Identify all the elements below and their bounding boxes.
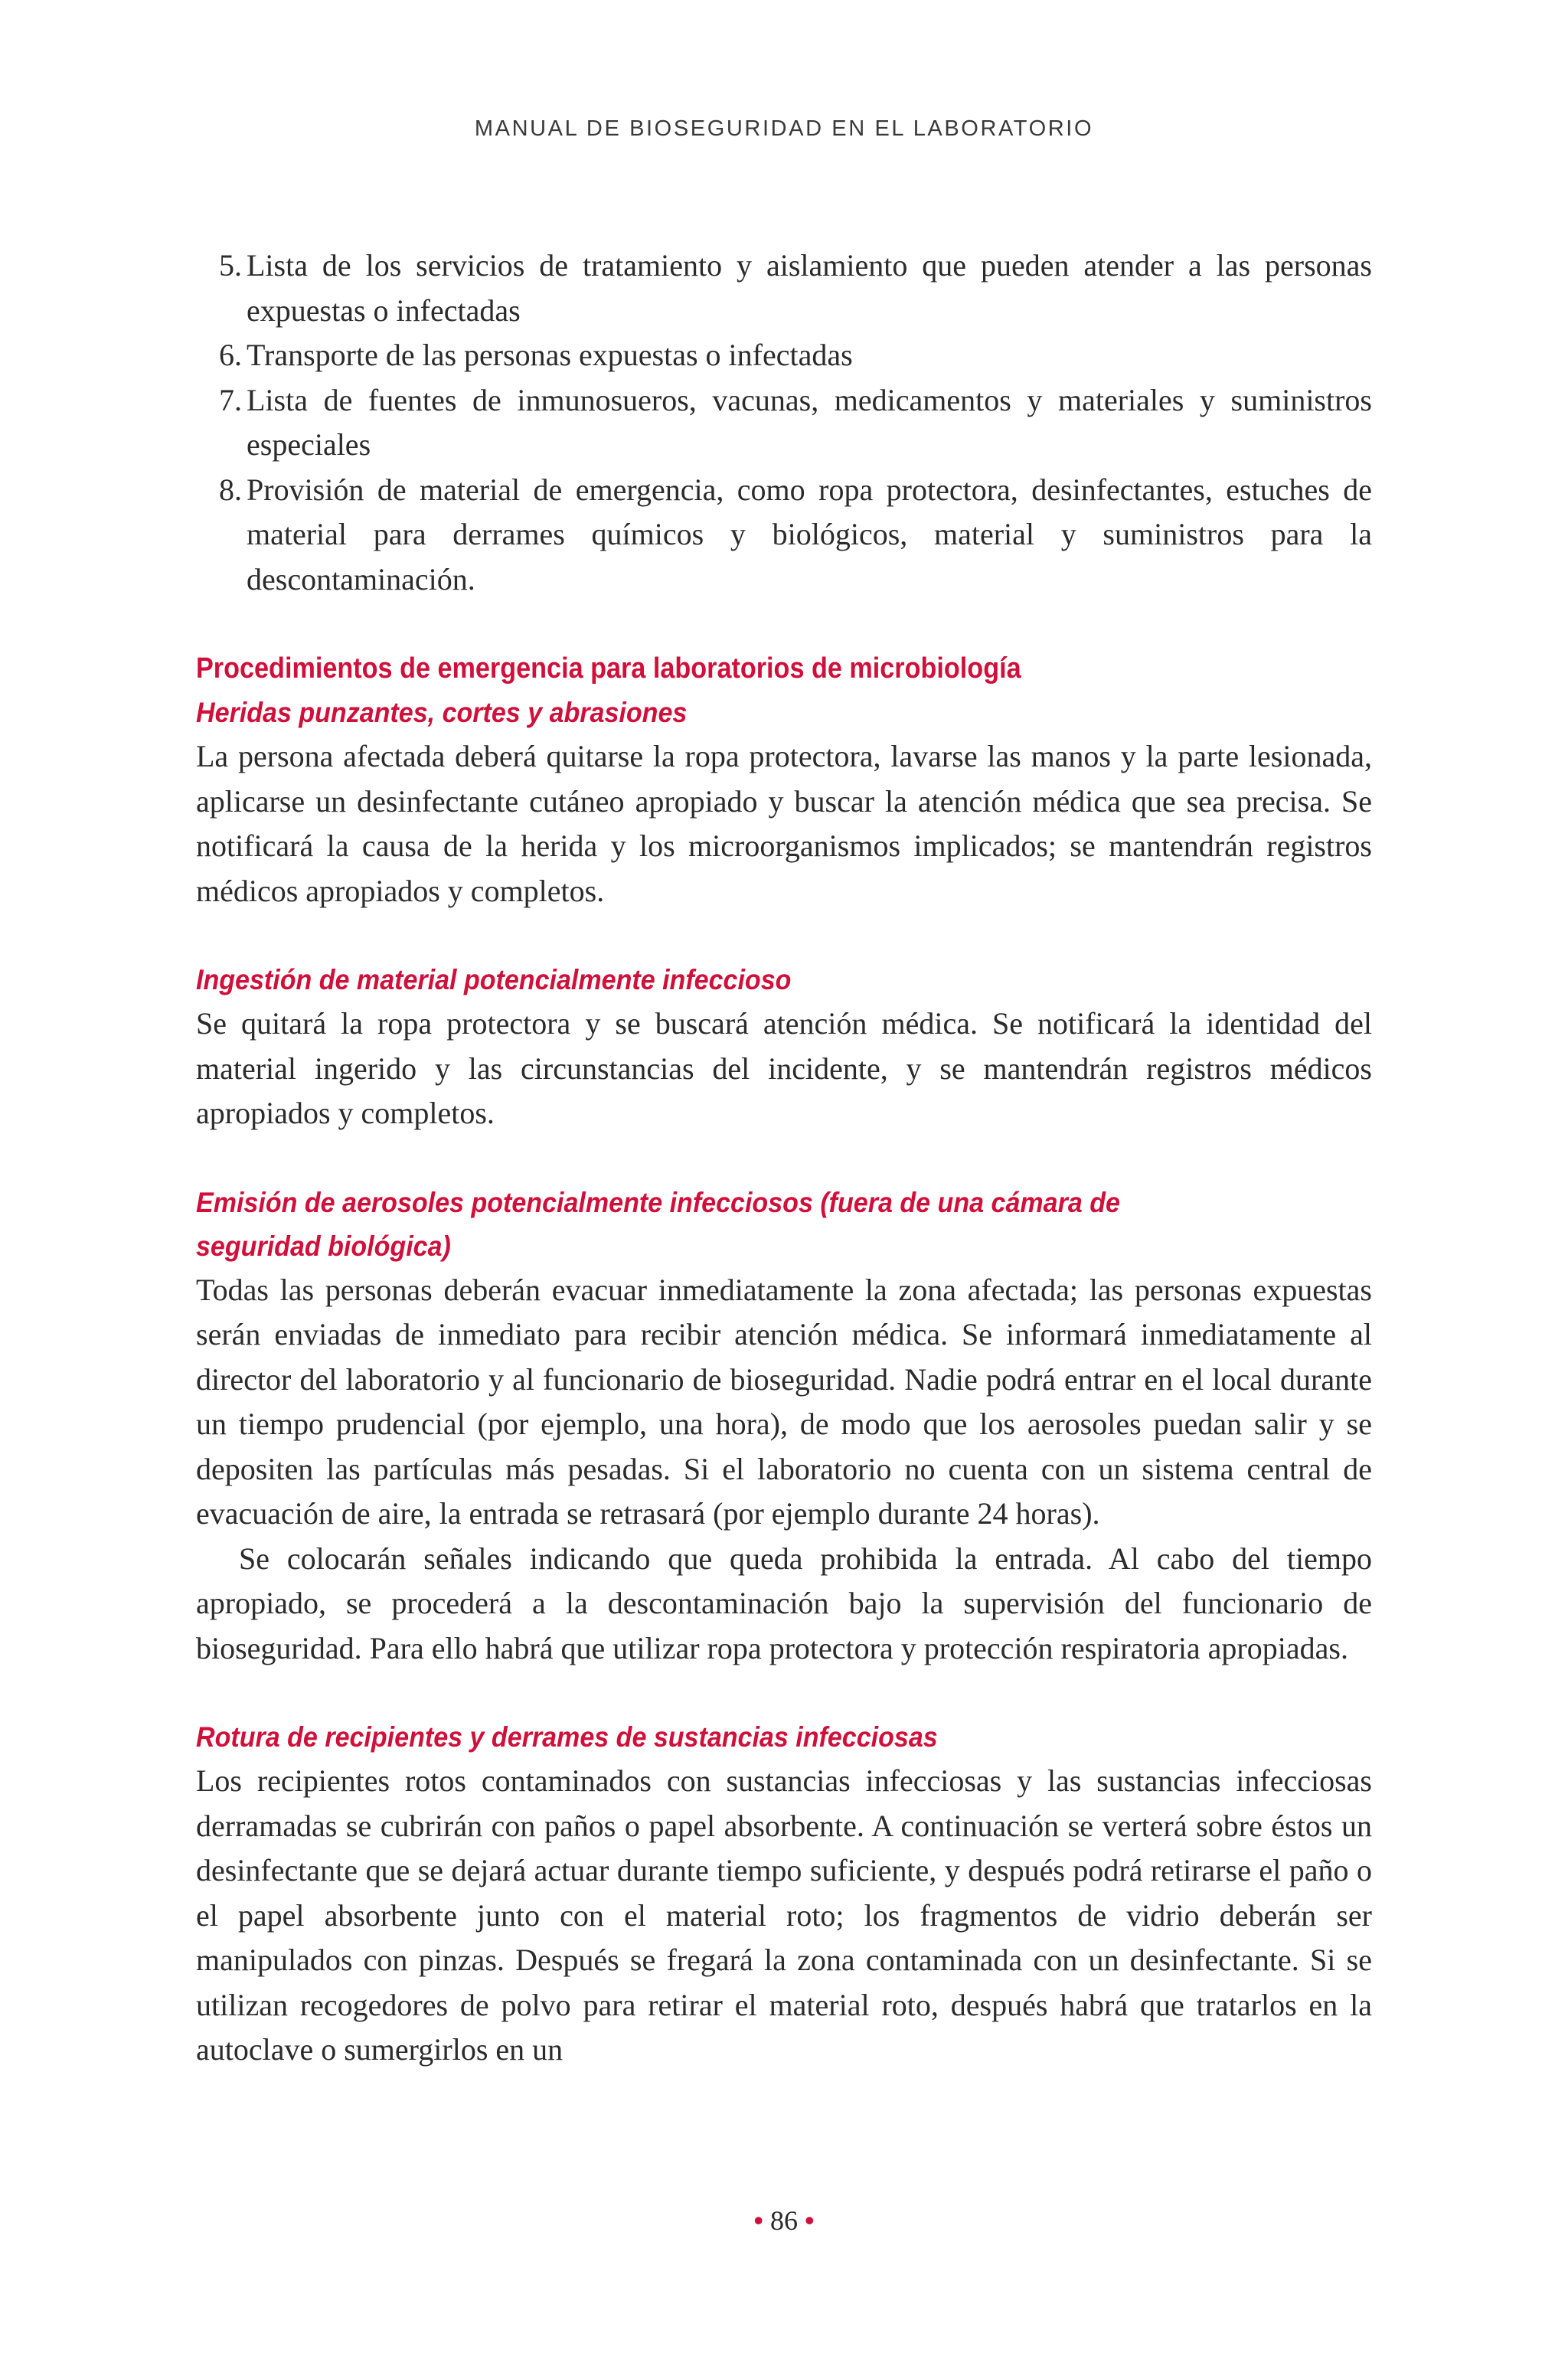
list-item-number: 7. xyxy=(219,382,242,417)
paragraph-aerosoles-1: Todas las personas deberán evacuar inmediatamente la zona afectada; las personas expuestas serán enviadas de inmediato para recibir atención médica. Se informará inmediatamente al director del laboratorio y al funcionario de bioseguridad. Nadie podrá entrar en el local durante un tiempo prudencial (por ejemplo, una hora), de modo que los aerosoles puedan salir y se depositen las partículas más pesadas. Si el laboratorio no cuenta con un sistema central de evacuación de aire, la entrada se retrasará (por ejemplo durante 24 horas). xyxy=(196,1272,1372,1531)
list-item-number: 5. xyxy=(219,248,242,283)
paragraph-aerosoles-2: Se colocarán señales indicando que queda prohibida la entrada. Al cabo del tiempo apropiado, se procederá a la descontaminación bajo la supervisión del funcionario de bioseguridad. Para ello habrá que utilizar ropa protectora y protección respiratoria apropiadas. xyxy=(196,1541,1372,1665)
list-item xyxy=(219,468,1372,603)
subsection-heading-aerosoles xyxy=(196,1181,1278,1268)
footer-bullet-right: • xyxy=(805,2205,815,2236)
paragraph-ingestion: Se quitará la ropa protectora y se buscará atención médica. Se notificará la identidad del material ingerido y las circunstancias del incidente, y se mantendrán registros médicos apropiados y completos. xyxy=(196,1006,1372,1130)
list-item-text: Lista de fuentes de inmunosueros, vacunas, medicamentos y materiales y suministros especiales xyxy=(247,382,1372,462)
list-item-text: Lista de los servicios de tratamiento y aislamiento que pueden atender a las personas expuestas o infectadas xyxy=(247,248,1372,328)
section-title: Procedimientos de emergencia para laboratorios de microbiología xyxy=(196,652,1021,685)
subsection-heading-aerosoles-line1: Emisión de aerosoles potencialmente infecciosos (fuera de una cámara de xyxy=(196,1186,1120,1218)
subsection-heading-rotura: Rotura de recipientes y derrames de sustancias infecciosas xyxy=(196,1721,938,1753)
list-item-number: 6. xyxy=(219,338,242,372)
list-item xyxy=(219,378,1372,468)
page-number: 86 xyxy=(770,2205,798,2236)
paragraph-heridas: La persona afectada deberá quitarse la ropa protectora, lavarse las manos y la parte lesionada, aplicarse un desinfectante cutáneo apropiado y buscar la atención médica que sea precisa. Se notificará la causa de la herida y los microorganismos implicados; se mantendrán registros médicos apropiados y completos. xyxy=(196,739,1372,908)
footer-bullet-left: • xyxy=(753,2205,763,2236)
numbered-list xyxy=(196,243,1372,602)
running-header: MANUAL DE BIOSEGURIDAD EN EL LABORATORIO xyxy=(474,116,1094,141)
list-item-text: Provisión de material de emergencia, como ropa protectora, desinfectantes, estuches de material para derrames químicos y biológicos, material y suministros para la descontaminación. xyxy=(247,472,1372,596)
subsection-heading-heridas: Heridas punzantes, cortes y abrasiones xyxy=(196,697,688,728)
list-item xyxy=(219,243,1372,333)
subsection-heading-aerosoles-line2: seguridad biológica) xyxy=(196,1230,451,1262)
list-item-number: 8. xyxy=(219,472,242,507)
page-content xyxy=(196,243,1372,2073)
list-item xyxy=(219,333,1372,378)
paragraph-rotura: Los recipientes rotos contaminados con sustancias infecciosas y las sustancias infecciosas derramadas se cubrirán con paños o papel absorbente. A continuación se verterá sobre éstos un desinfectante que se dejará actuar durante tiempo suficiente, y después podrá retirarse el paño o el papel absorbente junto con el material roto; los fragmentos de vidrio deberán ser manipulados con pinzas. Después se fregará la zona contaminada con un desinfectante. Si se utilizan recogedores de polvo para retirar el material roto, después habrá que tratarlos en la autoclave o sumergirlos en un xyxy=(196,1763,1372,2067)
page-footer xyxy=(0,2204,1568,2237)
subsection-heading-ingestion: Ingestión de material potencialmente infeccioso xyxy=(196,964,792,995)
list-item-text: Transporte de las personas expuestas o infectadas xyxy=(247,338,853,372)
